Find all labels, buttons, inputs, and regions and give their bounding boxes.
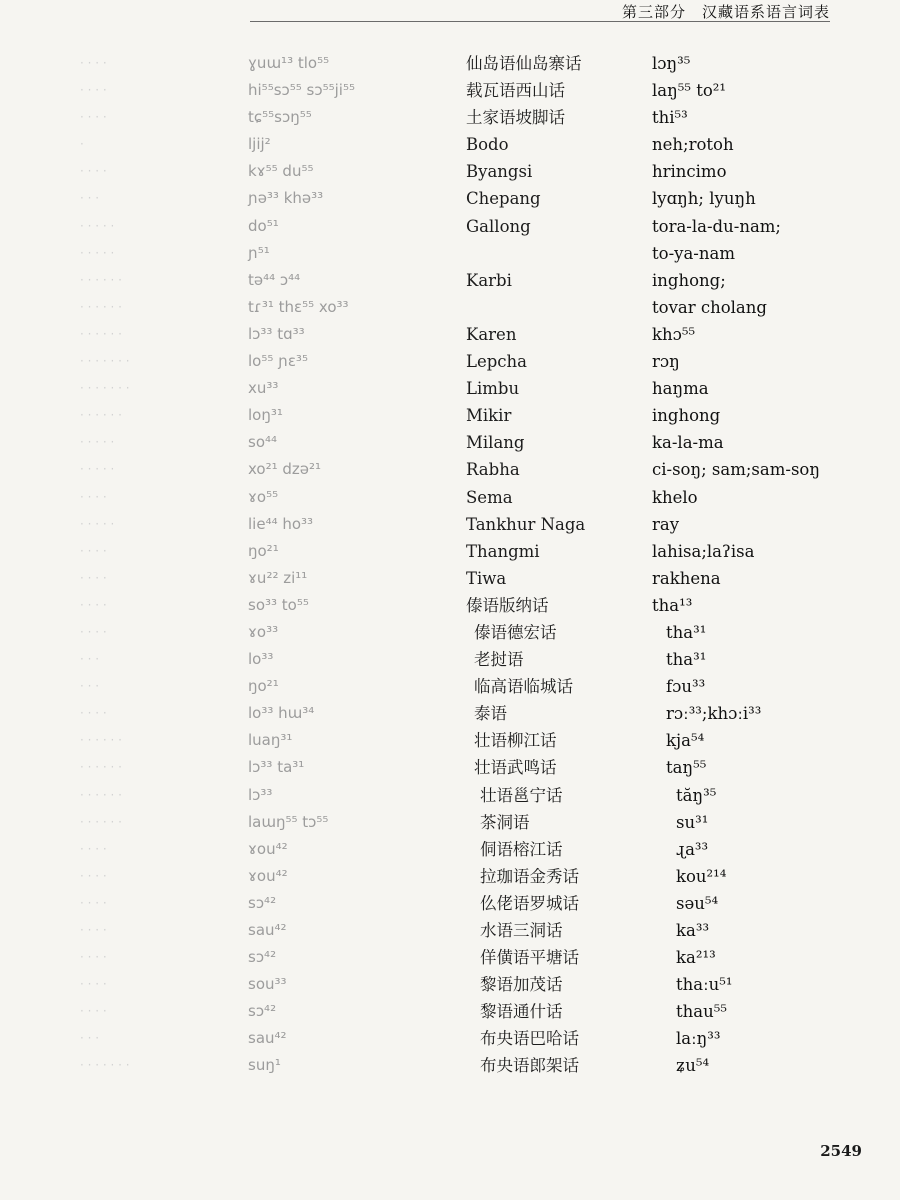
table-row bbox=[0, 267, 900, 294]
table-row bbox=[0, 375, 900, 402]
table-row bbox=[0, 971, 900, 998]
faded-bleedthrough-text: · · · · · bbox=[80, 218, 115, 233]
table-row bbox=[0, 782, 900, 809]
word-form-cell: ka³³ bbox=[676, 921, 710, 940]
language-name-cell: 布央语巴哈话 bbox=[480, 1029, 579, 1049]
word-form-cell: lɔŋ³⁵ bbox=[652, 54, 691, 73]
faded-form-cell: ŋo²¹ bbox=[248, 541, 279, 560]
language-name-cell: 侗语榕江话 bbox=[480, 839, 563, 859]
word-form-cell: su³¹ bbox=[676, 812, 709, 832]
table-row bbox=[0, 456, 900, 483]
faded-bleedthrough-text: · · · bbox=[80, 652, 100, 667]
faded-bleedthrough-text: · · · · · · · bbox=[80, 381, 130, 396]
word-form-cell: ka-la-ma bbox=[652, 433, 724, 453]
language-name-cell: Mikir bbox=[466, 406, 512, 426]
faded-bleedthrough-text: · · · bbox=[80, 679, 100, 694]
table-row bbox=[0, 700, 900, 727]
word-form-cell: rakhena bbox=[652, 568, 721, 588]
faded-bleedthrough-text: · · · · bbox=[80, 706, 107, 721]
faded-form-cell: sɔ⁴² bbox=[248, 1002, 277, 1021]
faded-form-cell: tə⁴⁴ ɔ⁴⁴ bbox=[248, 270, 301, 289]
page-header bbox=[0, 0, 900, 24]
table-row bbox=[0, 50, 900, 77]
word-form-cell: to-ya-nam bbox=[652, 243, 735, 263]
language-name-cell: Limbu bbox=[466, 379, 520, 399]
word-form-cell: inghong; bbox=[652, 270, 726, 290]
faded-bleedthrough-text: · · · · · · bbox=[80, 272, 122, 287]
faded-form-cell: loŋ³¹ bbox=[248, 406, 283, 425]
faded-bleedthrough-text: · · · · bbox=[80, 1004, 107, 1019]
faded-bleedthrough-text: · · · · · bbox=[80, 435, 115, 450]
language-name-cell: 佯僙语平塘话 bbox=[480, 948, 579, 968]
faded-bleedthrough-text: · · · · · · bbox=[80, 326, 122, 341]
faded-form-cell: lie⁴⁴ ho³³ bbox=[248, 514, 314, 533]
faded-bleedthrough-text: · · · · · bbox=[80, 462, 115, 477]
faded-bleedthrough-text: · · · · · · · bbox=[80, 1058, 130, 1073]
faded-form-cell: lɔ³³ bbox=[248, 785, 273, 804]
faded-form-cell: sou³³ bbox=[248, 975, 287, 994]
table-row bbox=[0, 565, 900, 592]
faded-form-cell: do⁵¹ bbox=[248, 216, 279, 235]
faded-bleedthrough-text: · · · · bbox=[80, 110, 107, 125]
faded-bleedthrough-text: · · · · · bbox=[80, 516, 115, 531]
word-form-cell: khɔ⁵⁵ bbox=[652, 324, 696, 344]
faded-form-cell: sɔ⁴² bbox=[248, 948, 277, 967]
language-name-cell: 土家语坡脚话 bbox=[466, 108, 565, 128]
faded-bleedthrough-text: · · · · bbox=[80, 164, 107, 179]
language-name-cell: 水语三洞话 bbox=[480, 921, 563, 940]
table-row bbox=[0, 402, 900, 429]
faded-form-cell: luaŋ³¹ bbox=[248, 731, 293, 750]
faded-bleedthrough-text: · · · · bbox=[80, 950, 107, 965]
word-form-cell: səu⁵⁴ bbox=[676, 893, 719, 913]
word-form-cell: ka²¹³ bbox=[676, 948, 716, 968]
word-form-cell: ray bbox=[652, 514, 680, 534]
faded-bleedthrough-text: · · · · · · bbox=[80, 299, 122, 314]
header-rule bbox=[250, 21, 830, 22]
language-name-cell: Lepcha bbox=[466, 352, 527, 372]
faded-form-cell: kɤ⁵⁵ du⁵⁵ bbox=[248, 162, 314, 181]
faded-form-cell: ɣuɯ¹³ tlo⁵⁵ bbox=[248, 54, 330, 72]
language-name-cell: Tiwa bbox=[466, 568, 507, 588]
language-name-cell: 壮语邕宁话 bbox=[480, 785, 563, 805]
language-name-cell: 黎语加茂话 bbox=[480, 975, 563, 995]
table-row bbox=[0, 213, 900, 240]
word-form-cell: kja⁵⁴ bbox=[666, 731, 705, 751]
word-form-cell: lyɑŋh; lyuŋh bbox=[652, 189, 756, 209]
faded-form-cell: xo²¹ dzə²¹ bbox=[248, 460, 322, 479]
word-form-cell: laŋ⁵⁵ to²¹ bbox=[652, 81, 727, 101]
faded-bleedthrough-text: · · · · bbox=[80, 841, 107, 856]
language-name-cell: Sema bbox=[466, 487, 513, 507]
faded-form-cell: so⁴⁴ bbox=[248, 433, 278, 452]
faded-form-cell: so³³ to⁵⁵ bbox=[248, 595, 309, 614]
faded-form-cell: lo⁵⁵ ɲɛ³⁵ bbox=[248, 352, 308, 371]
language-name-cell: Bodo bbox=[466, 135, 509, 155]
table-row bbox=[0, 673, 900, 700]
word-form-cell: rɔː³³;khɔːi³³ bbox=[666, 704, 762, 724]
faded-bleedthrough-text: · · · · · · · bbox=[80, 354, 130, 369]
running-header-title: 第三部分 汉藏语系语言词表 bbox=[621, 3, 830, 21]
table-row bbox=[0, 158, 900, 185]
language-name-cell: 仫佬语罗城话 bbox=[480, 893, 579, 913]
word-form-cell: khelo bbox=[652, 487, 698, 507]
faded-bleedthrough-text: · · · · bbox=[80, 83, 107, 98]
language-name-cell: Gallong bbox=[466, 216, 531, 236]
table-row bbox=[0, 917, 900, 944]
faded-form-cell: ɤo⁵⁵ bbox=[248, 487, 279, 506]
language-name-cell: 临高语临城话 bbox=[474, 677, 573, 697]
word-form-cell: taŋ⁵⁵ bbox=[666, 758, 707, 778]
language-name-cell: 布央语郎架话 bbox=[480, 1056, 579, 1076]
table-row bbox=[0, 185, 900, 212]
word-form-cell: tha³¹ bbox=[666, 650, 707, 670]
word-form-cell: thau⁵⁵ bbox=[676, 1002, 727, 1022]
table-row bbox=[0, 321, 900, 348]
language-name-cell: Karbi bbox=[466, 270, 512, 290]
faded-bleedthrough-text: · · · · bbox=[80, 977, 107, 992]
faded-bleedthrough-text: · · · · · bbox=[80, 245, 115, 260]
table-row bbox=[0, 944, 900, 971]
faded-form-cell: lo³³ hɯ³⁴ bbox=[248, 704, 315, 723]
word-form-cell: hrincimo bbox=[652, 162, 727, 182]
faded-bleedthrough-text: · · · · bbox=[80, 895, 107, 910]
language-name-cell: 茶洞语 bbox=[480, 812, 530, 832]
table-row bbox=[0, 104, 900, 131]
table-row bbox=[0, 619, 900, 646]
table-row bbox=[0, 429, 900, 456]
faded-form-cell: sɔ⁴² bbox=[248, 893, 277, 912]
page-number: 2549 bbox=[820, 1142, 862, 1160]
faded-bleedthrough-text: · · · · · · bbox=[80, 408, 122, 423]
language-name-cell: Tankhur Naga bbox=[466, 514, 586, 534]
faded-bleedthrough-text: · · · · · · bbox=[80, 760, 122, 775]
table-row bbox=[0, 863, 900, 890]
language-name-cell: Byangsi bbox=[466, 162, 533, 182]
faded-form-cell: ŋo²¹ bbox=[248, 677, 279, 696]
word-form-cell: laːŋ³³ bbox=[676, 1029, 721, 1049]
word-form-cell: inghong bbox=[652, 406, 721, 426]
word-form-cell: tha³¹ bbox=[666, 622, 707, 642]
table-row bbox=[0, 998, 900, 1025]
faded-form-cell: xu³³ bbox=[248, 379, 279, 398]
faded-bleedthrough-text: · · · · bbox=[80, 923, 107, 937]
table-row bbox=[0, 538, 900, 565]
table-row bbox=[0, 727, 900, 754]
word-form-cell: tovar cholang bbox=[652, 297, 767, 317]
faded-form-cell: suŋ¹ bbox=[248, 1056, 281, 1075]
faded-form-cell: sau⁴² bbox=[248, 1029, 287, 1048]
word-form-cell: tăŋ³⁵ bbox=[676, 785, 717, 805]
faded-bleedthrough-text: · · · · bbox=[80, 56, 107, 70]
faded-bleedthrough-text: · · · · · · bbox=[80, 814, 122, 829]
faded-form-cell: lɔ³³ tɑ³³ bbox=[248, 324, 305, 343]
word-form-cell: thaːu⁵¹ bbox=[676, 975, 733, 995]
table-row bbox=[0, 646, 900, 673]
faded-form-cell: ɲ⁵¹ bbox=[248, 243, 270, 262]
table-row bbox=[0, 890, 900, 917]
word-form-cell: haŋma bbox=[652, 379, 709, 399]
faded-form-cell: ɤou⁴² bbox=[248, 839, 288, 858]
word-form-cell: tora-la-du-nam; bbox=[652, 216, 781, 236]
word-form-cell: rɔŋ bbox=[652, 352, 680, 372]
table-row bbox=[0, 809, 900, 836]
word-form-cell: fɔu³³ bbox=[666, 677, 706, 697]
table-row bbox=[0, 294, 900, 321]
language-name-cell: Thangmi bbox=[466, 541, 540, 561]
table-row bbox=[0, 592, 900, 619]
word-form-cell: lahisa;laʔisa bbox=[652, 541, 755, 561]
word-form-cell: tha¹³ bbox=[652, 595, 693, 615]
language-name-cell: 傣语版纳话 bbox=[466, 595, 549, 615]
language-name-cell: 傣语德宏话 bbox=[474, 622, 557, 642]
word-form-cell: thi⁵³ bbox=[652, 108, 688, 128]
language-name-cell: 壮语柳江话 bbox=[474, 731, 557, 751]
faded-bleedthrough-text: · · · · bbox=[80, 489, 107, 504]
table-row bbox=[0, 754, 900, 781]
word-form-cell: ʑu⁵⁴ bbox=[676, 1056, 710, 1076]
language-name-cell: 载瓦语西山话 bbox=[466, 81, 565, 101]
word-form-cell: ɻa³³ bbox=[676, 839, 709, 859]
language-name-cell: 壮语武鸣话 bbox=[474, 758, 557, 778]
faded-bleedthrough-text: · · · · · · bbox=[80, 787, 122, 802]
language-name-cell: 仙岛语仙岛寨话 bbox=[466, 54, 582, 73]
faded-form-cell: ljij² bbox=[248, 135, 271, 154]
table-row bbox=[0, 1025, 900, 1052]
faded-form-cell: sau⁴² bbox=[248, 921, 287, 939]
table-row bbox=[0, 131, 900, 158]
language-name-cell: Rabha bbox=[466, 460, 520, 480]
faded-form-cell: lɔ³³ ta³¹ bbox=[248, 758, 305, 777]
faded-bleedthrough-text: · · · · bbox=[80, 570, 107, 585]
faded-form-cell: lo³³ bbox=[248, 650, 274, 669]
language-name-cell: 老挝语 bbox=[474, 650, 524, 670]
language-name-cell: 黎语通什话 bbox=[480, 1002, 563, 1022]
word-form-cell: neh;rotoh bbox=[652, 135, 734, 155]
table-row bbox=[0, 77, 900, 104]
faded-bleedthrough-text: · · · · · · bbox=[80, 733, 122, 748]
word-form-cell: kou²¹⁴ bbox=[676, 866, 727, 886]
table-row bbox=[0, 1052, 900, 1079]
table-row bbox=[0, 836, 900, 863]
word-form-cell: ci-soŋ; sam;sam-soŋ bbox=[652, 460, 820, 480]
table-row bbox=[0, 511, 900, 538]
faded-bleedthrough-text: · · · · bbox=[80, 543, 107, 558]
faded-form-cell: ɤo³³ bbox=[248, 622, 279, 641]
faded-bleedthrough-text: · · · · bbox=[80, 624, 107, 639]
faded-bleedthrough-text: · · · · bbox=[80, 868, 107, 883]
faded-bleedthrough-text: · · · bbox=[80, 191, 100, 206]
word-list-table bbox=[0, 50, 900, 1080]
language-name-cell: Karen bbox=[466, 324, 517, 344]
faded-bleedthrough-text: · · · bbox=[80, 1031, 100, 1046]
faded-form-cell: laɯŋ⁵⁵ tɔ⁵⁵ bbox=[248, 812, 329, 831]
language-name-cell: Chepang bbox=[466, 189, 541, 209]
language-name-cell: 拉珈语金秀话 bbox=[480, 866, 579, 886]
faded-form-cell: ɤou⁴² bbox=[248, 866, 288, 885]
language-name-cell: Milang bbox=[466, 433, 525, 453]
faded-form-cell: ɤu²² zi¹¹ bbox=[248, 568, 308, 587]
table-row bbox=[0, 348, 900, 375]
faded-form-cell: tɾ³¹ thɛ⁵⁵ xo³³ bbox=[248, 297, 349, 316]
faded-form-cell: hi⁵⁵sɔ⁵⁵ sɔ⁵⁵ji⁵⁵ bbox=[248, 81, 355, 100]
table-row bbox=[0, 484, 900, 511]
faded-bleedthrough-text: · bbox=[80, 137, 84, 152]
language-name-cell: 泰语 bbox=[474, 704, 507, 724]
faded-form-cell: ɲə³³ khə³³ bbox=[248, 189, 324, 208]
faded-form-cell: tɕ⁵⁵sɔŋ⁵⁵ bbox=[248, 108, 312, 127]
table-row bbox=[0, 240, 900, 267]
faded-bleedthrough-text: · · · · bbox=[80, 597, 107, 612]
